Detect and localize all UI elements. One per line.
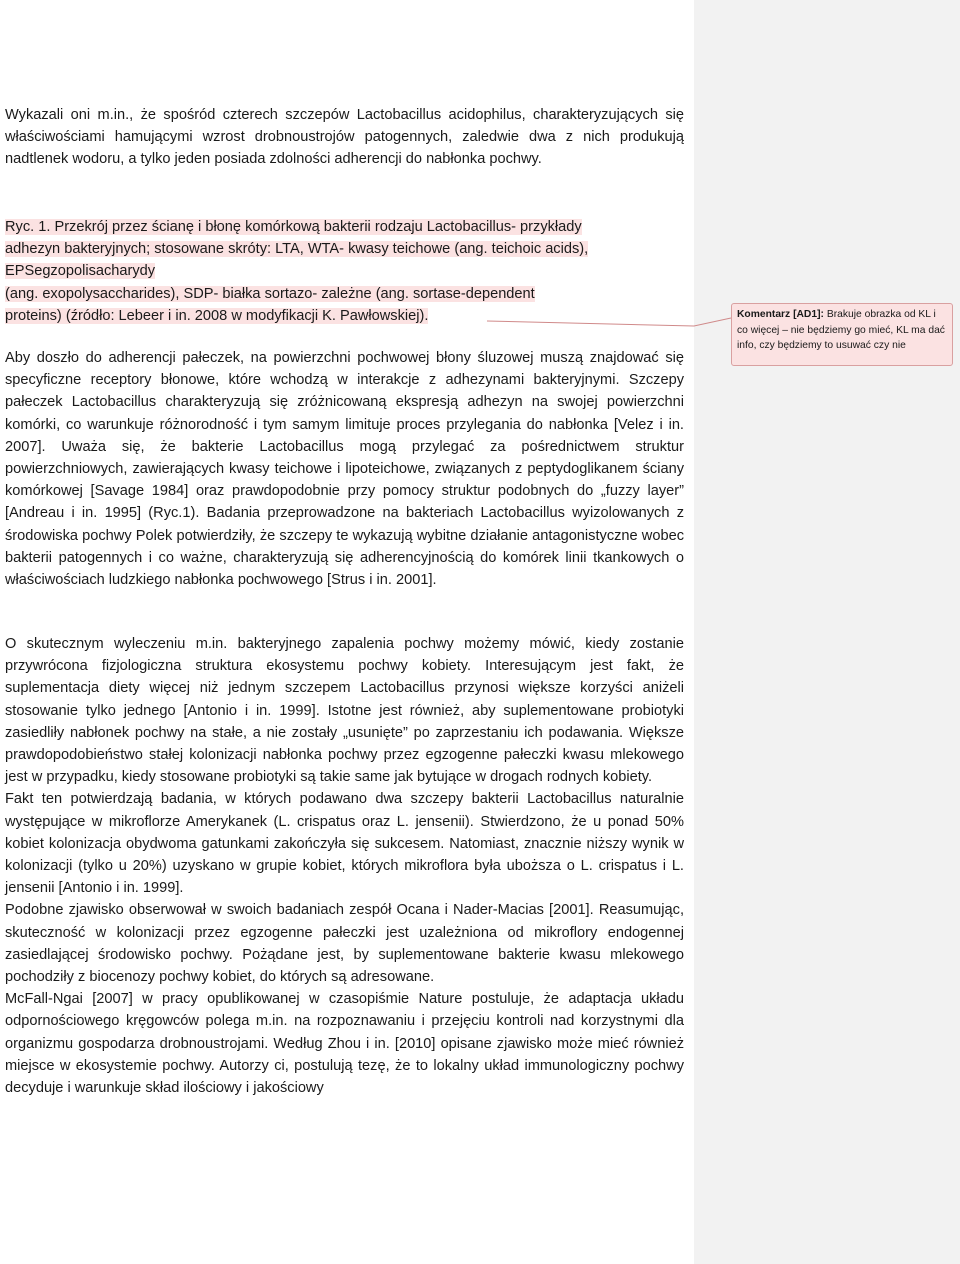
paragraph-3: O skutecznym wyleczeniu m.in. bakteryjnego zapalenia pochwy możemy mówić, kiedy zostanie przywrócona fizjologiczna struktura ekosystemu pochwy kobiety. Interesującym jest fakt, że suplementacja diety więcej niż jednym szczepem Lactobacillus przynosi większe korzyści aniżeli stosowanie tylko jednego [Antonio i in. 1999]. Istotne jest również, aby suplementowane probiotyki zasiedliły nabłonek pochwy na stałe, a nie zostały „usunięte” po zaprzestaniu ich podawania. Większe prawdopodobieństwo stałej kolonizacji nabłonka pochwy przez egzogenne pałeczki kwasu mlekowego jest w przypadku, kiedy stosowane probiotyki są takie same jak bytujące w drogach rodnych kobiety. bbox=[5, 636, 684, 786]
paragraph-block bbox=[5, 633, 684, 1099]
caption-line-2: adhezyn bakteryjnych; stosowane skróty: LTA, WTA- kwasy teichowe (ang. teichoic acids), bbox=[5, 241, 589, 258]
comment-label: Komentarz [AD1]: bbox=[737, 309, 824, 320]
paragraph-2 bbox=[5, 347, 684, 591]
paragraph-1 bbox=[5, 104, 684, 171]
paragraph-4: Fakt ten potwierdzają badania, w których podawano dwa szczepy bakterii Lactobacillus naturalnie występujące w mikroflorze Amerykanek (L. crispatus oraz L. jensenii). Stwierdzono, że u ponad 50% kobiet kolonizacja obydwoma gatunkami zakończyła się sukcesem. Natomiast, znacznie niższy wynik w kolonizacji (tylko u 20%) uzyskano w grupie kobiet, których mikroflora była uboższa o L. crispatus i L. jensenii [Antonio i in. 1999]. bbox=[5, 791, 684, 897]
caption-line-1: Ryc. 1. Przekrój przez ścianę i błonę komórkową bakterii rodzaju Lactobacillus- przykłady bbox=[5, 219, 582, 235]
caption-line-3: EPSegzopolisacharydy bbox=[5, 263, 156, 280]
paragraph-2-text: Aby doszło do adherencji pałeczek, na powierzchni pochwowej błony śluzowej muszą znajdować się specyficzne receptory błonowe, które wchodzą w interakcje z adhezynami bakteryjnymi. Szczepy pałeczek Lactobacillus charakteryzują się zróżnicowaną ekspresją adhezyn na swojej powierzchni komórki, co warunkuje różnorodność i tym samym limituje proces przylegania do nabłonka [Velez i in. 2007]. Uważa się, że bakterie Lactobacillus mogą przylegać za pośrednictwem struktur powierzchniowych, zawierających kwasy teichowe i lipoteichowe, związanych z peptydoglikanem ściany komórkowej [Savage 1984] oraz prawdopodobnie przy pomocy struktur podobnych do „fuzzy layer” [Andreau i in. 1995] (Ryc.1). Badania przeprowadzone na bakteriach Lactobacillus wyizolowanych z środowiska pochwy Polek potwierdziły, że szczepy te wykazują wybitne działanie antagonistyczne wobec bakterii patogennych i co ważne, charakteryzują się adherencyjnością do komórek linii tkankowych o właściwościach ludzkiego nabłonka pochwowego [Strus i in. 2001]. bbox=[5, 350, 684, 589]
comment-margin-pane bbox=[694, 0, 960, 1264]
paragraph-6: McFall-Ngai [2007] w pracy opublikowanej w czasopiśmie Nature postuluje, że adaptacja układu odpornościowego kręgowców polega m.in. na rozpoznawaniu i przejęciu kontroli nad korzystnymi dla organizmu gospodarza drobnoustrojami. Według Zhou i in. [2010] opisane zjawisko może mieć również miejsce w ekosystemie pochwy. Autorzy ci, postulują tezę, że to lokalny układ immunologiczny pochwy decyduje i warunkuje skład ilościowy i jakościowy bbox=[5, 991, 684, 1097]
comment-balloon[interactable] bbox=[731, 303, 953, 366]
paragraph-1-text: Wykazali oni m.in., że spośród czterech szczepów Lactobacillus acidophilus, charakteryzujących się właściwościami hamującymi wzrost drobnoustrojów patogennych, zaledwie dwa z nich produkują nadtlenek wodoru, a tylko jeden posiada zdolności adherencji do nabłonka pochwy. bbox=[5, 107, 684, 168]
paragraph-5: Podobne zjawisko obserwował w swoich badaniach zespół Ocana i Nader-Macias [2001]. Reasumując, skuteczność w kolonizacji przez egzogenne pałeczki jest uzależniona od mikroflory endogennej zasiedlającej środowisko pochwy. Pożądane jest, by suplementowane bakterie kwasu mlekowego pochodziły z biocenozy pochwy kobiet, do których są adresowane. bbox=[5, 902, 684, 986]
comment-text: Brakuje obrazka od KL i co więcej – nie będziemy go mieć, KL ma dać info, czy będziemy to usuwać czy nie bbox=[737, 309, 945, 351]
caption-line-5: proteins) (źródło: Lebeer i in. 2008 w modyfikacji K. Pawłowskiej). bbox=[5, 307, 429, 324]
caption-line-4: (ang. exopolysaccharides), SDP- białka sortazo- zależne (ang. sortase-dependent bbox=[5, 285, 535, 302]
figure-caption[interactable] bbox=[5, 216, 684, 327]
